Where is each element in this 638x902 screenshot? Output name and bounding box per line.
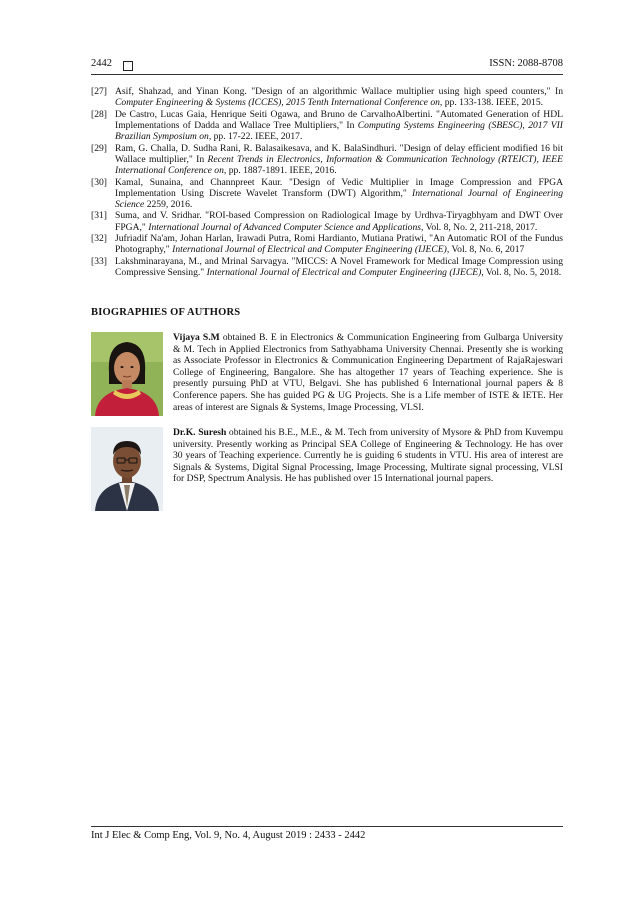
reference-item <box>91 256 563 278</box>
reference-list <box>91 86 563 279</box>
author-photo-image <box>91 332 163 416</box>
reference-venue: International Journal of Electrical and Computer Engineering (IJECE) <box>206 267 482 279</box>
page-header <box>91 58 563 76</box>
reference-text: Kamal, Sunaina, and Channpreet Kaur. "Design of Vedic Multiplier in Image Compression and FPGA Implementation Using Discrete Wavelet Transform (DWT) Algorithm," <box>115 176 563 199</box>
journal-citation: Int J Elec & Comp Eng, Vol. 9, No. 4, August 2019 : 2433 - 2442 <box>91 830 366 841</box>
reference-text: Suma, and V. Sridhar. "ROI-based Compression on Radiological Image by Urdhva-Tiryagbhyam and DWT Over FPGA," <box>115 210 563 233</box>
reference-item <box>91 143 563 177</box>
footer-rule <box>91 826 563 827</box>
author-description: obtained his B.E., M.E., & M. Tech from university of Mysore & PhD from Kuvempu university. Presently working as Principal SEA College of Engineering & Technology. He has over 30 years of Teaching experience. Currently he is guiding 6 students in VTU. His area of interest are Signals & Systems, Digital Signal Processing, Image Processing, Multirate signal processing, VLSI for DSP, Spectrum Analysis. He has published over 15 International journal papers. <box>173 427 563 485</box>
reference-venue: Computing Systems Engineering (SBESC), 2017 VII Brazilian Symposium on <box>115 119 563 143</box>
reference-text: Jufriadif Na'am, Johan Harlan, Irawadi Putra, Romi Hardianto, Mutiana Pratiwi, "An Automatic ROI of the Fundus Photography," <box>115 233 563 256</box>
reference-number: [27] <box>91 86 107 97</box>
author-photo <box>91 332 163 416</box>
reference-details: , pp. 17-22. IEEE, 2017. <box>208 131 303 143</box>
reference-item <box>91 86 563 108</box>
reference-number: [30] <box>91 176 107 188</box>
reference-item <box>91 109 563 143</box>
author-bio-text <box>173 427 563 485</box>
reference-venue: International Journal of Electrical and Computer Engineering (IJECE) <box>172 244 447 256</box>
author-name: Vijaya S.M <box>173 332 220 343</box>
reference-item <box>91 233 563 255</box>
header-rule <box>91 74 563 75</box>
page-number: 2442 <box>91 58 112 69</box>
reference-item <box>91 177 563 211</box>
reference-details: , pp. 1887-1891. IEEE, 2016. <box>223 165 337 177</box>
reference-venue: Recent Trends in Electronics, Information & Communication Technology (RTEICT), IEEE International Conference on <box>115 153 564 177</box>
author-photo <box>91 427 163 511</box>
reference-number: [28] <box>91 108 107 120</box>
author-photo-image <box>91 427 163 511</box>
author-bio-text <box>173 332 563 413</box>
reference-details: 2259, 2016. <box>144 198 193 210</box>
reference-text: Ram, G. Challa, D. Sudha Rani, R. Balasaikesava, and K. BalaSindhuri. "Design of delay efficient modified 16 bit Wallace multiplier," In <box>115 142 563 165</box>
square-icon <box>123 61 133 71</box>
reference-details: Vol. 8, No. 2, 211-218, 2017. <box>423 221 538 233</box>
section-heading: BIOGRAPHIES OF AUTHORS <box>91 307 241 318</box>
page-footer <box>91 826 563 841</box>
reference-venue: Computer Engineering & Systems (ICCES), 2015 Tenth International Conference on <box>115 97 440 109</box>
reference-number: [32] <box>91 233 107 245</box>
reference-text: Lakshminarayana, M., and Mrinal Sarvagya. "MICCS: A Novel Framework for Medical Image Compression using Compressive Sensing." <box>115 255 563 279</box>
reference-venue: International Journal of Advanced Computer Science and Applications, <box>148 221 424 233</box>
issn: ISSN: 2088-8708 <box>489 58 563 69</box>
reference-number: [33] <box>91 255 107 267</box>
reference-item <box>91 210 563 232</box>
author-name: Dr.K. Suresh <box>173 427 227 438</box>
reference-details: , Vol. 8, No. 6, 2017 <box>446 244 525 256</box>
reference-text: Asif, Shahzad, and Yinan Kong. "Design of an algorithmic Wallace multiplier using high speed counters," In <box>115 86 563 97</box>
reference-number: [31] <box>91 210 107 222</box>
reference-venue: International Journal of Engineering Science <box>115 187 563 210</box>
reference-details: , pp. 133-138. IEEE, 2015. <box>439 97 544 109</box>
reference-number: [29] <box>91 142 107 154</box>
reference-details: , Vol. 8, No. 5, 2018. <box>481 267 562 279</box>
author-description: obtained B. E in Electronics & Communication Engineering from Gulbarga University & M. Tech in Applied Electronics from Sathyabhama University Chennai. Presently she is working as Associate Professor in Electronics & Communication Engineering Department of RajaRajeswari College of Engineering, Bangalore. She has altogether 17 years of Teaching experience. She is presently pursuing PhD at VTU, Belgavi. She has published 6 International journal papers & 8 Conference papers. She has guided PG & UG Projects. She is a Life member of ISTE & IETE. Her areas of interest are Signals & Systems, Image Processing, VLSI. <box>173 332 563 413</box>
reference-text: De Castro, Lucas Gaia, Henrique Seiti Ogawa, and Bruno de CarvalhoAlbertini. "Automated Generation of HDL Implementations of Dadda and Wallace Tree Multipliers," In <box>115 108 563 131</box>
